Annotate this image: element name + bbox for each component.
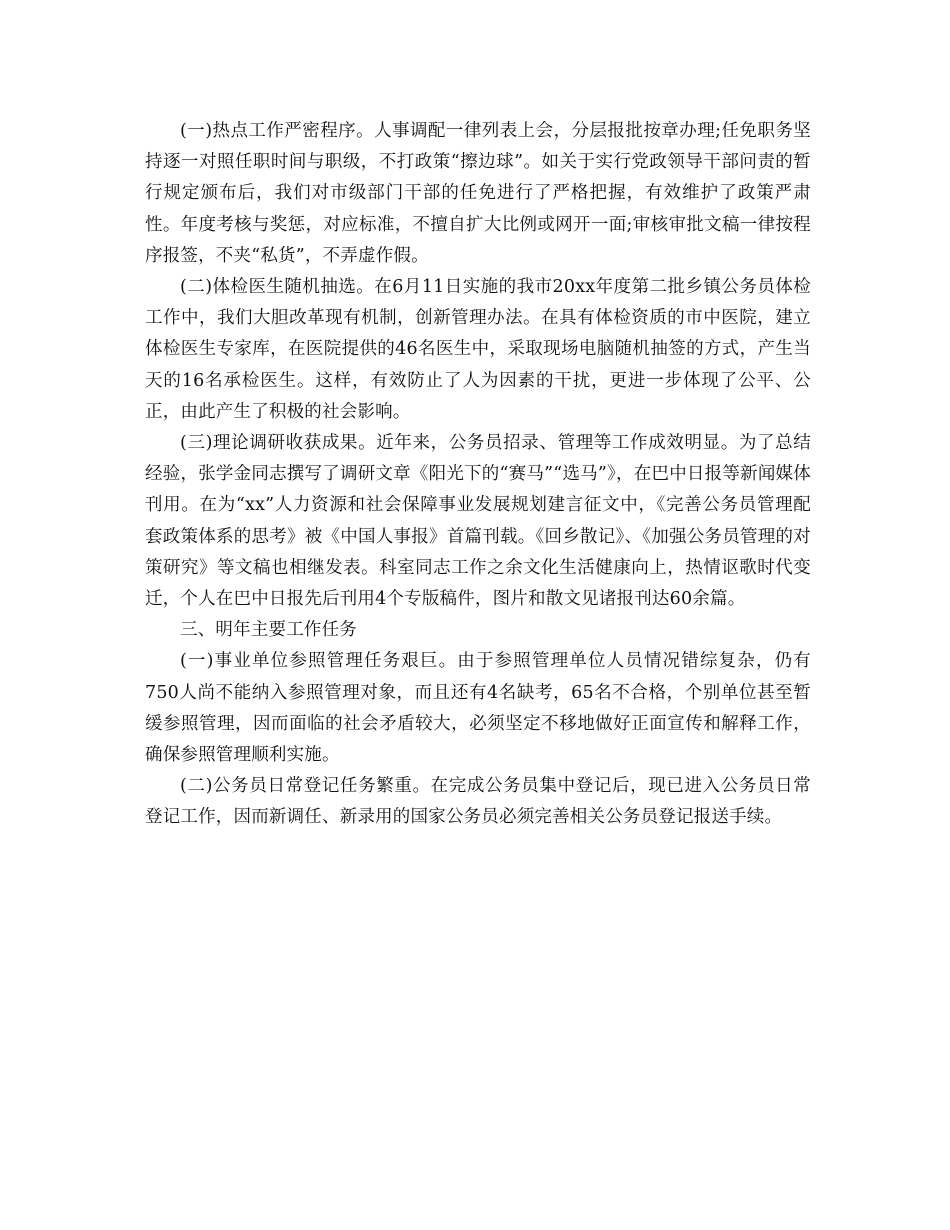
paragraph-institution-reference-management: (一)事业单位参照管理任务艰巨。由于参照管理单位人员情况错综复杂，仍有750人尚不能纳入参照管理对象，而且还有4名缺考，65名不合格，个别单位甚至暂缓参照管理，因而面临的社会矛盾较大，必须坚定不移地做好正面宣传和解释工作，确保参照管理顺利实施。 — [145, 651, 811, 766]
paragraph-physical-exam-doctors: (二)体检医生随机抽选。在6月11日实施的我市20xx年度第二批乡镇公务员体检工作中，我们大胆改革现有机制，创新管理办法。在具有体检资质的市中医院，建立体检医生专家库，在医院提供的46名医生中，采取现场电脑随机抽签的方式，产生当天的16名承检医生。这样，有效防止了人为因素的干扰，更进一步体现了公平、公正，由此产生了积极的社会影响。 — [145, 277, 811, 422]
section-heading-next-year-tasks: 三、明年主要工作任务 — [180, 620, 357, 641]
paragraph-civil-servant-registration: (二)公务员日常登记任务繁重。在完成公务员集中登记后，现已进入公务员日常登记工作，因而新调任、新录用的国家公务员必须完善相关公务员登记报送手续。 — [145, 776, 811, 828]
paragraph-theory-research: (三)理论调研收获成果。近年来，公务员招录、管理等工作成效明显。为了总结经验，张学金同志撰写了调研文章《阳光下的“赛马”“选马”》，在巴中日报等新闻媒体刊用。在为“xx”人力资源和社会保障事业发展规划建言征文中，《完善公务员管理配套政策体系的思考》被《中国人事报》首篇刊载。《回乡散记》、《加强公务员管理的对策研究》等文稿也相继发表。科室同志工作之余文化生活健康向上，热情讴歌时代变迁，个人在巴中日报先后刊用4个专版稿件，图片和散文见诸报刊达60余篇。 — [145, 433, 811, 610]
document-body — [145, 116, 811, 834]
paragraph-hot-work-procedure: (一)热点工作严密程序。人事调配一律列表上会，分层报批按章办理;任免职务坚持逐一对照任职时间与职级，不打政策“擦边球”。如关于实行党政领导干部问责的暂行规定颁布后，我们对市级部门干部的任免进行了严格把握，有效维护了政策严肃性。年度考核与奖惩，对应标准，不擅自扩大比例或网开一面;审核审批文稿一律按程序报签，不夹“私货”，不弄虚作假。 — [145, 121, 811, 266]
